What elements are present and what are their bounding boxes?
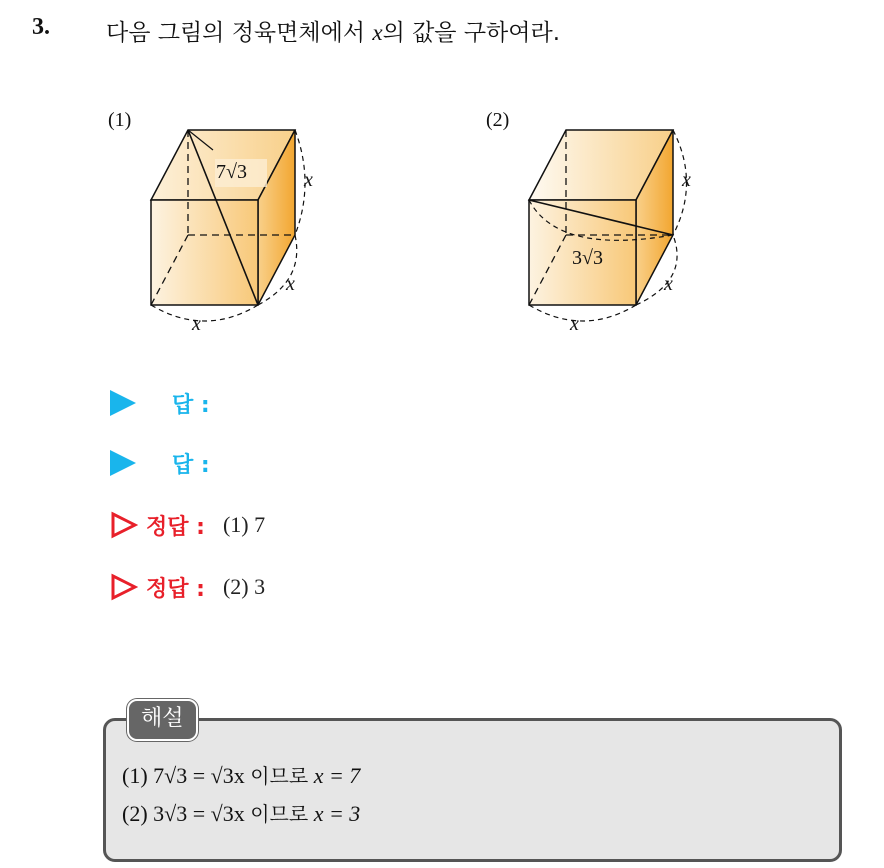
answer-row-2 [110, 446, 210, 480]
outline-arrow-icon [110, 573, 138, 601]
explanation-line-2 [122, 798, 360, 827]
explanation-tab: 해설 [127, 699, 198, 741]
play-arrow-icon [110, 450, 136, 476]
play-arrow-icon [110, 390, 136, 416]
explanation-line-1 [122, 760, 360, 789]
answer-label: 답 : [172, 452, 210, 478]
line-result: x = 7 [313, 763, 361, 788]
line-result: x = 3 [313, 801, 361, 826]
question-number: 3. [32, 14, 50, 40]
question-text [106, 14, 560, 47]
line-connector: 이므로 [250, 764, 309, 788]
line-equation: 7√3 = √3x [153, 763, 245, 788]
figure-label: (1) [108, 109, 132, 131]
edge-label-depth: x [664, 273, 673, 295]
figure-label: (2) [486, 109, 510, 131]
correct-answer-row-2 [110, 570, 265, 604]
edge-label-bottom: x [192, 313, 201, 335]
line-number: (1) [122, 763, 148, 788]
answer-label: 답 : [172, 392, 210, 418]
answer-row-1 [110, 386, 210, 420]
edge-label-right: x [304, 169, 313, 191]
figure-2 [478, 105, 718, 345]
question-text-after: 의 값을 구하여라. [382, 20, 561, 46]
figure-1 [100, 105, 340, 345]
correct-answer-value: (2) 3 [222, 574, 266, 599]
line-number: (2) [122, 801, 148, 826]
question-variable: x [372, 20, 383, 45]
outline-arrow-icon [110, 511, 138, 539]
explanation-box [103, 718, 842, 862]
line-connector: 이므로 [250, 802, 309, 826]
correct-answer-label: 정답 : [146, 576, 205, 602]
correct-answer-value: (1) 7 [222, 512, 266, 537]
correct-answer-row-1 [110, 508, 265, 542]
question-text-before: 다음 그림의 정육면체에서 [106, 20, 373, 46]
cube-front-face [151, 200, 258, 305]
edge-label-depth: x [286, 273, 295, 295]
edge-label-right: x [682, 169, 691, 191]
edge-label-bottom: x [570, 313, 579, 335]
line-equation: 3√3 = √3x [153, 801, 245, 826]
diagonal-label: 7√3 [216, 161, 247, 183]
correct-answer-label: 정답 : [146, 514, 205, 540]
diagonal-label: 3√3 [572, 247, 603, 269]
